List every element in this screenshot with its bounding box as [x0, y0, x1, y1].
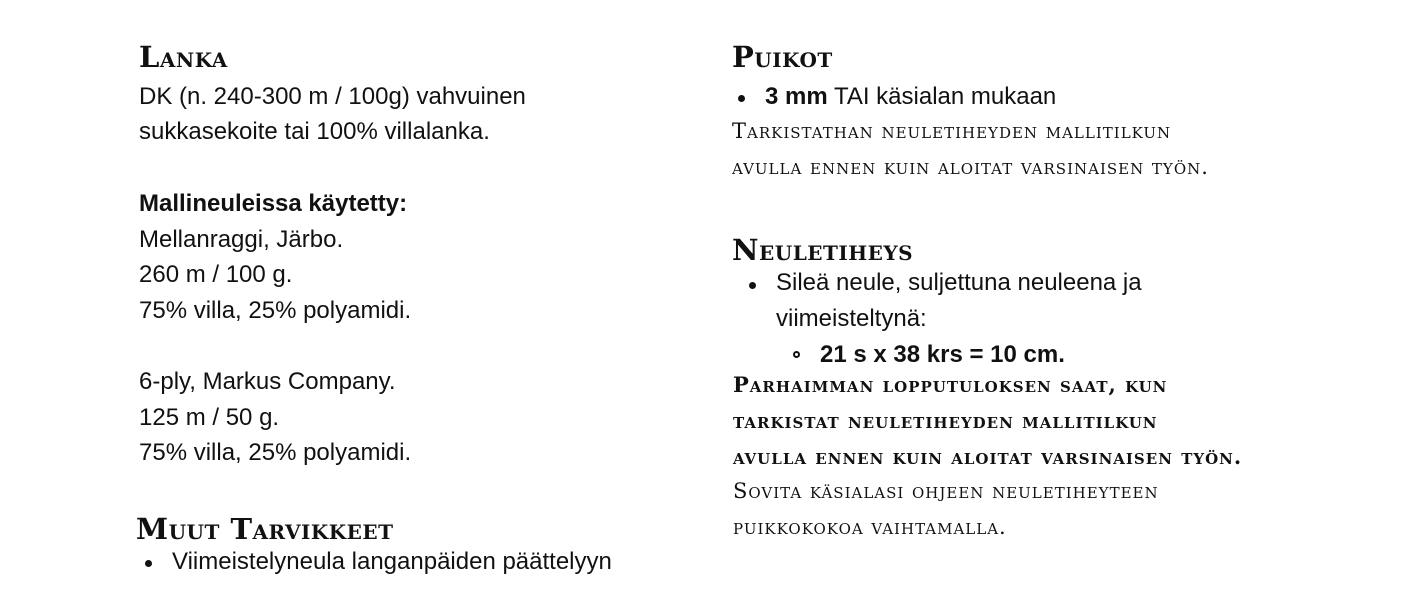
bullet-icon: [749, 282, 756, 289]
yarn-weight-line1: DK (n. 240-300 m / 100g) vahvuinen: [139, 83, 526, 110]
bullet-icon: [738, 95, 745, 102]
gauge-note-line5: puikkokokoa vaihtamalla.: [733, 515, 1007, 539]
yarn2-name: 6-ply, Markus Company.: [139, 368, 396, 395]
gauge-item-line1: Sileä neule, suljettuna neuleena ja: [776, 269, 1142, 296]
needle-size-line: [765, 85, 1056, 109]
bullet-icon: [145, 560, 152, 567]
yarn-weight-line2: sukkasekoite tai 100% villalanka.: [139, 118, 490, 145]
puikot-heading: Puikot: [732, 40, 833, 74]
needle-size: 3 mm: [765, 83, 828, 110]
gauge-note-line1: Parhaimman lopputuloksen saat, kun: [733, 372, 1168, 397]
needle-size-note: TAI käsialan mukaan: [827, 83, 1057, 110]
yarn1-name: Mellanraggi, Järbo.: [139, 226, 344, 253]
lanka-heading: Lanka: [139, 40, 228, 74]
gauge-value: 21 s x 38 krs = 10 cm.: [820, 341, 1065, 368]
gauge-item-line2: viimeisteltynä:: [776, 305, 927, 332]
muut-tarvikkeet-heading: Muut Tarvikkeet: [136, 512, 394, 546]
gauge-note-line3: avulla ennen kuin aloitat varsinaisen työn.: [733, 444, 1243, 469]
supply-item: Viimeistelyneula langanpäiden päättelyyn: [172, 548, 612, 575]
yarn2-content: 75% villa, 25% polyamidi.: [139, 439, 412, 466]
gauge-note-line4: Sovita käsialasi ohjeen neuletiheyteen: [733, 479, 1159, 503]
circle-bullet-icon: [793, 351, 800, 358]
gauge-check-note-line1: Tarkistathan neuletiheyden mallitilkun: [732, 119, 1172, 143]
gauge-note-line2: tarkistat neuletiheyden mallitilkun: [733, 408, 1158, 433]
gauge-check-note-line2: avulla ennen kuin aloitat varsinaisen työn.: [732, 155, 1209, 179]
yarn2-length: 125 m / 50 g.: [139, 404, 280, 431]
yarn1-length: 260 m / 100 g.: [139, 261, 293, 288]
yarn1-content: 75% villa, 25% polyamidi.: [139, 297, 412, 324]
neuletiheys-heading: Neuletiheys: [732, 233, 914, 267]
used-yarns-label: Mallineuleissa käytetty:: [139, 190, 408, 217]
